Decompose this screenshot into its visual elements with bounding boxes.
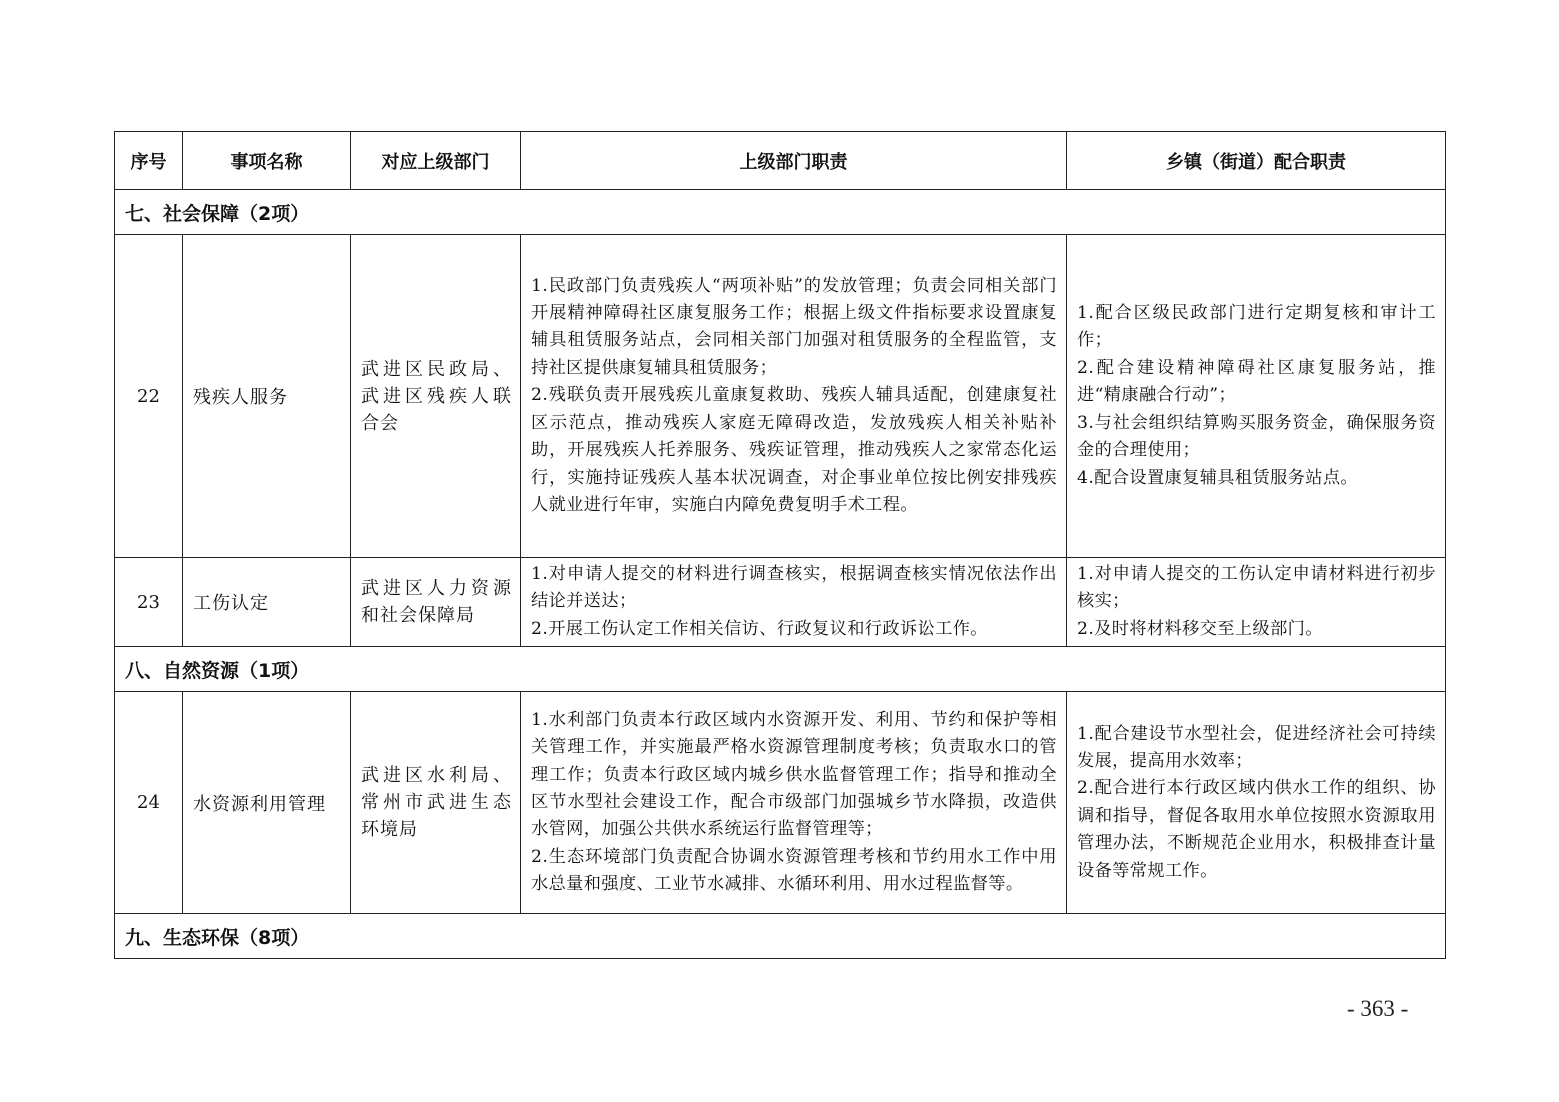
section-title: 七、社会保障（2项） (115, 190, 1446, 235)
coop-line: 1.对申请人提交的工伤认定申请材料进行初步核实； (1077, 564, 1436, 612)
table-row (115, 558, 1446, 647)
coop-line: 3.与社会组织结算购买服务资金，确保服务资金的合理使用； (1077, 412, 1436, 461)
header-duties: 上级部门职责 (521, 132, 1067, 190)
row-num: 23 (115, 558, 183, 647)
header-item-name: 事项名称 (183, 132, 351, 190)
row-duties (521, 235, 1067, 558)
row-dept: 武进区水利局、常州市武进生态环境局 (351, 692, 521, 914)
duty-line: 1.民政部门负责残疾人“两项补贴”的发放管理；负责会同相关部门开展精神障碍社区康复服务工作；根据上级文件指标要求设置康复辅具租赁服务站点，会同相关部门加强对租赁服务的全程监管，支持社区提供康复辅具租赁服务； (531, 275, 1057, 378)
duty-line: 2.开展工伤认定工作相关信访、行政复议和行政诉讼工作。 (531, 618, 988, 639)
row-coop (1067, 558, 1446, 647)
row-item-name: 水资源利用管理 (183, 692, 351, 914)
row-coop (1067, 235, 1446, 558)
duty-line: 1.对申请人提交的材料进行调查核实，根据调查核实情况依法作出结论并送达； (531, 564, 1057, 612)
responsibility-table (114, 131, 1446, 959)
row-num: 22 (115, 235, 183, 558)
table-row (115, 692, 1446, 914)
page-number: - 363 - (1347, 996, 1409, 1021)
header-coop: 乡镇（街道）配合职责 (1067, 132, 1446, 190)
row-duties (521, 692, 1067, 914)
coop-line: 4.配合设置康复辅具租赁服务站点。 (1077, 467, 1359, 488)
coop-line: 1.配合区级民政部门进行定期复核和审计工作； (1077, 303, 1436, 351)
coop-line: 2.配合进行本行政区域内供水工作的组织、协调和指导，督促各取用水单位按照水资源取用管理办法，不断规范企业用水，积极排查计量设备等常规工作。 (1077, 778, 1436, 881)
section-row (115, 914, 1446, 959)
table-row (115, 235, 1446, 558)
row-num: 24 (115, 692, 183, 914)
row-dept: 武进区人力资源和社会保障局 (351, 558, 521, 647)
row-item-name: 工伤认定 (183, 558, 351, 647)
header-num: 序号 (115, 132, 183, 190)
duty-line: 2.残联负责开展残疾儿童康复救助、残疾人辅具适配，创建康复社区示范点，推动残疾人家庭无障碍改造，发放残疾人相关补贴补助，开展残疾人托养服务、残疾证管理，推动残疾人之家常态化运行，实施持证残疾人基本状况调查，对企事业单位按比例安排残疾人就业进行年审，实施白内障免费复明手术工程。 (531, 385, 1057, 515)
header-row (115, 132, 1446, 190)
row-duties (521, 558, 1067, 647)
coop-line: 1.配合建设节水型社会，促进经济社会可持续发展，提高用水效率； (1077, 723, 1436, 771)
duty-line: 2.生态环境部门负责配合协调水资源管理考核和节约用水工作中用水总量和强度、工业节水减排、水循环利用、用水过程监督等。 (531, 846, 1057, 895)
header-dept: 对应上级部门 (351, 132, 521, 190)
row-item-name: 残疾人服务 (183, 235, 351, 558)
coop-line: 2.配合建设精神障碍社区康复服务站，推进“精康融合行动”； (1077, 357, 1436, 406)
section-title: 八、自然资源（1项） (115, 647, 1446, 692)
section-row (115, 190, 1446, 235)
duty-line: 1.水利部门负责本行政区域内水资源开发、利用、节约和保护等相关管理工作，并实施最严格水资源管理制度考核；负责取水口的管理工作；负责本行政区域内城乡供水监督管理工作；指导和推动全区节水型社会建设工作，配合市级部门加强城乡节水降损，改造供水管网，加强公共供水系统运行监督管理等； (531, 709, 1057, 840)
section-title: 九、生态环保（8项） (115, 914, 1446, 959)
section-row (115, 647, 1446, 692)
row-dept: 武进区民政局、武进区残疾人联合会 (351, 235, 521, 558)
coop-line: 2.及时将材料移交至上级部门。 (1077, 618, 1323, 639)
row-coop (1067, 692, 1446, 914)
